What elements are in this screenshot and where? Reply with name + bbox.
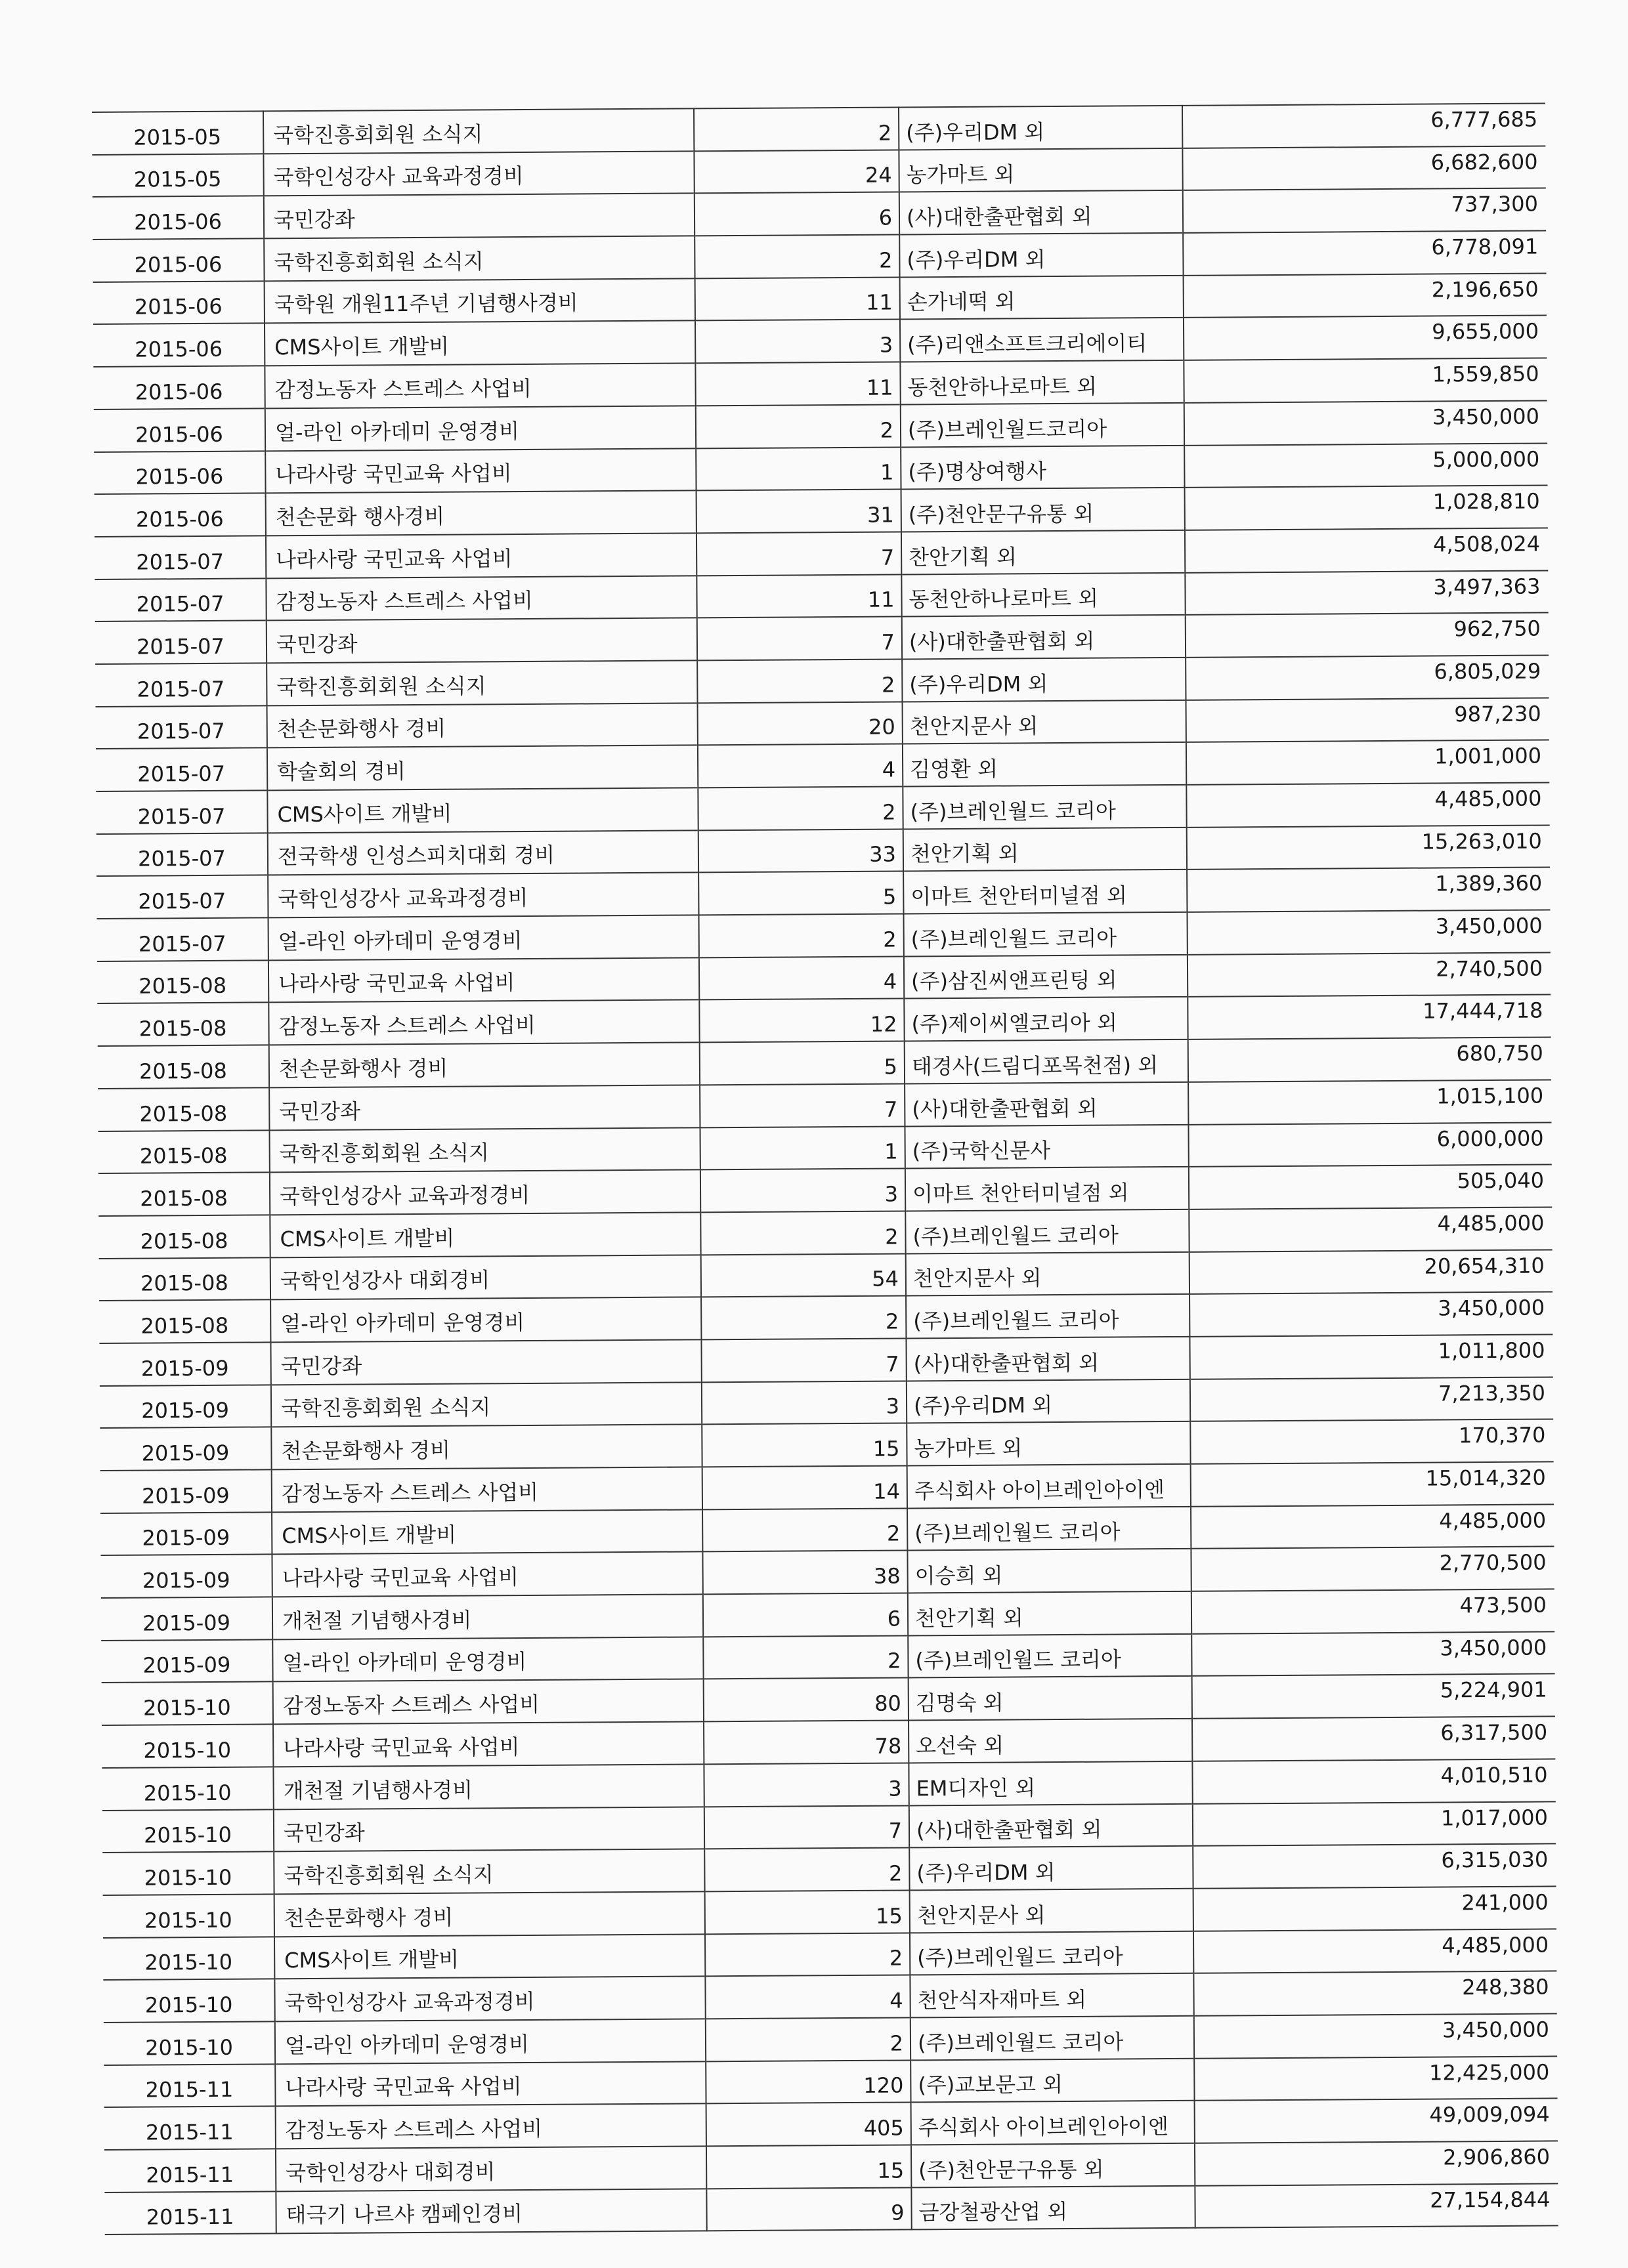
vendor-cell: 천안지문사 외 bbox=[906, 1251, 1189, 1295]
vendor-cell: (주)천안문구유통 외 bbox=[901, 488, 1185, 532]
amount-cell: 4,485,000 bbox=[1191, 1504, 1554, 1549]
date-cell: 2015-06 bbox=[93, 324, 265, 367]
item-cell: 천손문화행사 경비 bbox=[271, 1425, 702, 1470]
count-cell: 54 bbox=[701, 1253, 906, 1297]
vendor-cell: 이승희 외 bbox=[907, 1549, 1191, 1593]
amount-cell: 6,000,000 bbox=[1188, 1122, 1551, 1167]
count-cell: 9 bbox=[706, 2187, 911, 2231]
date-cell: 2015-09 bbox=[100, 1385, 271, 1428]
amount-cell: 962,750 bbox=[1186, 613, 1549, 658]
date-cell: 2015-07 bbox=[95, 578, 266, 621]
item-cell: 나라사랑 국민교육 사업비 bbox=[275, 2061, 706, 2107]
date-cell: 2015-10 bbox=[102, 1682, 273, 1725]
date-cell: 2015-08 bbox=[97, 960, 268, 1003]
item-cell: 얼-라인 아카데미 운영경비 bbox=[275, 2019, 706, 2064]
count-cell: 33 bbox=[698, 829, 903, 873]
count-cell: 5 bbox=[698, 872, 903, 915]
count-cell: 11 bbox=[695, 277, 900, 321]
item-cell: 국학원 개원11주년 기념행사경비 bbox=[265, 278, 695, 324]
item-cell: 국학진흥회회원 소식지 bbox=[267, 660, 697, 705]
vendor-cell: 주식회사 아이브레인아이엔 bbox=[911, 2101, 1195, 2145]
count-cell: 2 bbox=[694, 107, 899, 151]
amount-cell: 248,380 bbox=[1193, 1971, 1556, 2016]
count-cell: 6 bbox=[703, 1593, 908, 1637]
item-cell: 국민강좌 bbox=[269, 1085, 700, 1130]
vendor-cell: 이마트 천안터미널점 외 bbox=[905, 1167, 1189, 1211]
date-cell: 2015-08 bbox=[98, 1130, 269, 1173]
amount-cell: 15,263,010 bbox=[1187, 825, 1550, 870]
item-cell: CMS사이트 개발비 bbox=[274, 1934, 705, 1979]
date-cell: 2015-08 bbox=[99, 1257, 270, 1301]
count-cell: 2 bbox=[706, 2017, 910, 2061]
amount-cell: 4,485,000 bbox=[1186, 782, 1549, 827]
date-cell: 2015-08 bbox=[98, 1045, 269, 1089]
count-cell: 405 bbox=[706, 2103, 911, 2147]
item-cell: 감정노동자 스트레스 사업비 bbox=[268, 1000, 699, 1045]
count-cell: 14 bbox=[702, 1465, 907, 1509]
count-cell: 2 bbox=[705, 1933, 910, 1977]
vendor-cell: 천안지문사 외 bbox=[910, 1889, 1193, 1933]
date-cell: 2015-06 bbox=[95, 494, 266, 537]
date-cell: 2015-07 bbox=[97, 917, 268, 961]
count-cell: 1 bbox=[700, 1126, 905, 1170]
amount-cell: 1,017,000 bbox=[1193, 1801, 1556, 1846]
amount-cell: 1,559,850 bbox=[1184, 358, 1547, 403]
amount-cell: 2,770,500 bbox=[1191, 1547, 1554, 1591]
date-cell: 2015-11 bbox=[104, 2149, 276, 2192]
amount-cell: 9,655,000 bbox=[1184, 316, 1547, 360]
amount-cell: 1,015,100 bbox=[1188, 1080, 1551, 1124]
count-cell: 5 bbox=[700, 1041, 905, 1085]
amount-cell: 3,450,000 bbox=[1194, 2013, 1557, 2058]
amount-cell: 2,740,500 bbox=[1188, 952, 1551, 997]
count-cell: 11 bbox=[695, 362, 900, 406]
vendor-cell: (주)브레인월드 코리아 bbox=[907, 1507, 1191, 1551]
expense-table-body bbox=[92, 103, 1558, 2235]
item-cell: 얼-라인 아카데미 운영경비 bbox=[272, 1637, 703, 1682]
vendor-cell: EM디자인 외 bbox=[909, 1761, 1192, 1805]
count-cell: 1 bbox=[696, 447, 901, 491]
vendor-cell: (주)브레인월드코리아 bbox=[901, 403, 1184, 447]
amount-cell: 20,654,310 bbox=[1189, 1250, 1553, 1294]
item-cell: 국학인성강사 교육과정경비 bbox=[270, 1170, 700, 1215]
count-cell: 7 bbox=[700, 1083, 905, 1127]
count-cell: 15 bbox=[706, 2145, 911, 2189]
vendor-cell: (사)대한출판협회 외 bbox=[909, 1803, 1193, 1847]
date-cell: 2015-07 bbox=[96, 748, 267, 791]
date-cell: 2015-08 bbox=[98, 1215, 270, 1258]
date-cell: 2015-09 bbox=[99, 1342, 270, 1385]
item-cell: 얼-라인 아카데미 운영경비 bbox=[265, 406, 696, 451]
count-cell: 2 bbox=[700, 1211, 905, 1255]
count-cell: 2 bbox=[704, 1848, 909, 1892]
amount-cell: 1,001,000 bbox=[1186, 740, 1549, 785]
date-cell: 2015-10 bbox=[103, 1937, 274, 1980]
vendor-cell: 천안지문사 외 bbox=[903, 700, 1186, 744]
vendor-cell: (주)우리DM 외 bbox=[899, 106, 1182, 150]
amount-cell: 4,485,000 bbox=[1189, 1207, 1552, 1251]
vendor-cell: (사)대한출판협회 외 bbox=[899, 190, 1183, 234]
vendor-cell: (주)브레인월드 코리아 bbox=[905, 1209, 1189, 1253]
vendor-cell: 천안기획 외 bbox=[903, 828, 1187, 872]
count-cell: 120 bbox=[706, 2060, 910, 2104]
count-cell: 38 bbox=[702, 1551, 907, 1595]
count-cell: 7 bbox=[696, 532, 901, 576]
date-cell: 2015-06 bbox=[93, 281, 265, 324]
vendor-cell: 손가네떡 외 bbox=[900, 276, 1184, 320]
date-cell: 2015-07 bbox=[95, 621, 267, 664]
item-cell: 나라사랑 국민교육 사업비 bbox=[266, 533, 696, 578]
item-cell: CMS사이트 개발비 bbox=[272, 1509, 702, 1555]
count-cell: 2 bbox=[698, 914, 903, 958]
date-cell: 2015-09 bbox=[100, 1555, 272, 1598]
vendor-cell: (주)삼진씨앤프린팅 외 bbox=[904, 955, 1188, 999]
amount-cell: 3,450,000 bbox=[1184, 400, 1547, 445]
count-cell: 2 bbox=[698, 786, 903, 830]
amount-cell: 3,497,363 bbox=[1185, 570, 1548, 615]
vendor-cell: (주)천안문구유통 외 bbox=[911, 2143, 1195, 2187]
date-cell: 2015-08 bbox=[97, 1003, 268, 1046]
date-cell: 2015-05 bbox=[92, 111, 263, 154]
item-cell: 개천절 기념행사경비 bbox=[273, 1764, 704, 1809]
item-cell: 태극기 나르샤 캠페인경비 bbox=[276, 2189, 706, 2234]
date-cell: 2015-06 bbox=[94, 451, 265, 494]
count-cell: 15 bbox=[702, 1423, 907, 1467]
vendor-cell: (사)대한출판협회 외 bbox=[905, 1082, 1188, 1126]
vendor-cell: 오선숙 외 bbox=[909, 1719, 1192, 1763]
date-cell: 2015-10 bbox=[103, 1979, 274, 2023]
count-cell: 20 bbox=[698, 702, 903, 746]
date-cell: 2015-07 bbox=[96, 790, 267, 833]
date-cell: 2015-11 bbox=[104, 2191, 276, 2235]
vendor-cell: (주)브레인월드 코리아 bbox=[908, 1634, 1191, 1678]
amount-cell: 6,317,500 bbox=[1192, 1717, 1555, 1761]
amount-cell: 6,682,600 bbox=[1182, 146, 1545, 190]
vendor-cell: (주)우리DM 외 bbox=[902, 658, 1186, 702]
amount-cell: 5,000,000 bbox=[1184, 443, 1547, 488]
date-cell: 2015-06 bbox=[94, 408, 265, 452]
date-cell: 2015-10 bbox=[104, 2021, 275, 2065]
amount-cell: 6,777,685 bbox=[1182, 103, 1545, 148]
date-cell: 2015-09 bbox=[101, 1597, 272, 1640]
amount-cell: 5,224,901 bbox=[1192, 1674, 1555, 1719]
date-cell: 2015-11 bbox=[104, 2107, 276, 2150]
count-cell: 7 bbox=[704, 1805, 909, 1849]
vendor-cell: (사)대한출판협회 외 bbox=[906, 1337, 1189, 1381]
date-cell: 2015-08 bbox=[99, 1300, 270, 1343]
amount-cell: 2,906,860 bbox=[1195, 2141, 1558, 2185]
date-cell: 2015-09 bbox=[100, 1512, 272, 1555]
vendor-cell: 이마트 천안터미널점 외 bbox=[903, 870, 1187, 914]
count-cell: 4 bbox=[698, 744, 903, 788]
item-cell: 국민강좌 bbox=[264, 194, 695, 239]
date-cell: 2015-05 bbox=[92, 154, 263, 197]
item-cell: 천손문화행사 경비 bbox=[267, 703, 698, 748]
amount-cell: 15,014,320 bbox=[1191, 1461, 1554, 1506]
vendor-cell: (주)브레인월드 코리아 bbox=[906, 1294, 1189, 1338]
vendor-cell: 천안식자재마트 외 bbox=[910, 1973, 1193, 2017]
amount-cell: 737,300 bbox=[1183, 188, 1546, 233]
vendor-cell: (주)브레인월드 코리아 bbox=[903, 912, 1187, 956]
amount-cell: 7,213,350 bbox=[1190, 1377, 1553, 1421]
amount-cell: 49,009,094 bbox=[1195, 2099, 1558, 2143]
count-cell: 15 bbox=[705, 1890, 910, 1934]
count-cell: 3 bbox=[704, 1763, 909, 1807]
date-cell: 2015-07 bbox=[96, 875, 268, 919]
item-cell: 나라사랑 국민교육 사업비 bbox=[265, 448, 696, 494]
vendor-cell: (주)브레인월드 코리아 bbox=[903, 785, 1186, 829]
count-cell: 7 bbox=[697, 617, 902, 661]
count-cell: 3 bbox=[700, 1169, 905, 1213]
date-cell: 2015-11 bbox=[104, 2064, 275, 2107]
item-cell: 감정노동자 스트레스 사업비 bbox=[266, 576, 696, 621]
count-cell: 31 bbox=[696, 490, 901, 534]
count-cell: 6 bbox=[695, 192, 899, 236]
item-cell: 국학인성강사 대회경비 bbox=[270, 1255, 701, 1300]
count-cell: 2 bbox=[702, 1508, 907, 1552]
amount-cell: 3,450,000 bbox=[1189, 1292, 1553, 1337]
item-cell: 국학진흥회회원 소식지 bbox=[263, 108, 694, 154]
count-cell: 2 bbox=[701, 1296, 906, 1340]
vendor-cell: 찬안기획 외 bbox=[901, 530, 1185, 574]
item-cell: 국학인성강사 대회경비 bbox=[276, 2146, 706, 2191]
amount-cell: 2,196,650 bbox=[1184, 273, 1547, 318]
vendor-cell: 금강철광산업 외 bbox=[911, 2185, 1195, 2229]
amount-cell: 1,011,800 bbox=[1189, 1334, 1553, 1379]
count-cell: 24 bbox=[694, 150, 899, 194]
amount-cell: 6,315,030 bbox=[1193, 1844, 1556, 1889]
item-cell: 국학진흥회회원 소식지 bbox=[264, 236, 695, 281]
count-cell: 2 bbox=[695, 235, 899, 279]
date-cell: 2015-07 bbox=[96, 833, 268, 876]
item-cell: 천손문화행사 경비 bbox=[269, 1042, 700, 1087]
item-cell: 개천절 기념행사경비 bbox=[272, 1594, 703, 1639]
date-cell: 2015-08 bbox=[98, 1173, 270, 1216]
amount-cell: 3,450,000 bbox=[1191, 1631, 1554, 1676]
count-cell: 4 bbox=[699, 956, 904, 1000]
item-cell: 국학진흥회회원 소식지 bbox=[274, 1849, 704, 1895]
amount-cell: 680,750 bbox=[1188, 1038, 1551, 1082]
count-cell: 80 bbox=[704, 1678, 909, 1722]
date-cell: 2015-10 bbox=[102, 1809, 274, 1853]
count-cell: 3 bbox=[702, 1381, 907, 1425]
count-cell: 4 bbox=[705, 1975, 910, 2019]
date-cell: 2015-09 bbox=[101, 1639, 272, 1683]
item-cell: CMS사이트 개발비 bbox=[267, 788, 698, 833]
amount-cell: 12,425,000 bbox=[1194, 2056, 1557, 2101]
vendor-cell: (주)국학신문사 bbox=[905, 1124, 1188, 1168]
amount-cell: 6,778,091 bbox=[1183, 231, 1546, 276]
amount-cell: 170,370 bbox=[1190, 1419, 1553, 1464]
vendor-cell: 천안기획 외 bbox=[908, 1591, 1191, 1635]
item-cell: 나라사랑 국민교육 사업비 bbox=[272, 1552, 702, 1597]
vendor-cell: (사)대한출판협회 외 bbox=[902, 615, 1186, 659]
date-cell: 2015-06 bbox=[93, 196, 264, 240]
date-cell: 2015-09 bbox=[100, 1469, 272, 1513]
table-row bbox=[104, 2183, 1558, 2235]
vendor-cell: (주)우리DM 외 bbox=[909, 1846, 1193, 1890]
vendor-cell: 동천안하나로마트 외 bbox=[901, 572, 1185, 616]
amount-cell: 505,040 bbox=[1189, 1165, 1552, 1209]
amount-cell: 987,230 bbox=[1186, 698, 1549, 742]
item-cell: 천손문화행사 경비 bbox=[274, 1891, 705, 1937]
amount-cell: 4,485,000 bbox=[1193, 1929, 1556, 1973]
count-cell: 7 bbox=[701, 1338, 906, 1382]
vendor-cell: (주)브레인월드 코리아 bbox=[910, 2016, 1194, 2060]
item-cell: 국학진흥회회원 소식지 bbox=[269, 1127, 700, 1173]
item-cell: 얼-라인 아카데미 운영경비 bbox=[268, 915, 699, 960]
item-cell: 얼-라인 아카데미 운영경비 bbox=[270, 1297, 701, 1343]
item-cell: 국학인성강사 교육과정경비 bbox=[263, 151, 694, 196]
vendor-cell: (주)브레인월드 코리아 bbox=[910, 1931, 1193, 1975]
item-cell: 감정노동자 스트레스 사업비 bbox=[265, 364, 695, 409]
date-cell: 2015-10 bbox=[102, 1724, 273, 1767]
item-cell: 국학인성강사 교육과정경비 bbox=[274, 1977, 705, 2022]
count-cell: 2 bbox=[697, 659, 902, 703]
amount-cell: 241,000 bbox=[1193, 1886, 1556, 1931]
item-cell: 나라사랑 국민교육 사업비 bbox=[268, 957, 699, 1003]
expense-table bbox=[92, 102, 1558, 2235]
date-cell: 2015-10 bbox=[103, 1894, 274, 1937]
date-cell: 2015-08 bbox=[98, 1087, 269, 1131]
item-cell: CMS사이트 개발비 bbox=[270, 1212, 700, 1257]
amount-cell: 4,010,510 bbox=[1192, 1759, 1555, 1803]
amount-cell: 6,805,029 bbox=[1186, 655, 1549, 700]
vendor-cell: (주)제이씨엘코리아 외 bbox=[904, 997, 1188, 1041]
item-cell: 전국학생 인성스피치대회 경비 bbox=[268, 830, 698, 875]
vendor-cell: 농가마트 외 bbox=[907, 1421, 1190, 1465]
date-cell: 2015-06 bbox=[93, 238, 264, 282]
date-cell: 2015-09 bbox=[100, 1427, 271, 1471]
vendor-cell: 태경사(드림디포목천점) 외 bbox=[905, 1040, 1188, 1083]
item-cell: 국민강좌 bbox=[270, 1339, 701, 1385]
vendor-cell: (주)리앤소프트크리에이티 bbox=[900, 318, 1184, 362]
count-cell: 2 bbox=[703, 1635, 908, 1679]
amount-cell: 1,389,360 bbox=[1187, 868, 1550, 912]
item-cell: 천손문화 행사경비 bbox=[266, 491, 696, 536]
count-cell: 11 bbox=[696, 574, 901, 618]
date-cell: 2015-10 bbox=[102, 1852, 274, 1895]
date-cell: 2015-07 bbox=[95, 536, 266, 579]
item-cell: 나라사랑 국민교육 사업비 bbox=[273, 1721, 704, 1767]
vendor-cell: 주식회사 아이브레인아이엔 bbox=[907, 1464, 1191, 1508]
date-cell: 2015-07 bbox=[95, 663, 267, 706]
date-cell: 2015-10 bbox=[102, 1767, 273, 1810]
vendor-cell: 김명숙 외 bbox=[909, 1676, 1192, 1720]
item-cell: 국학인성강사 교육과정경비 bbox=[268, 873, 698, 918]
count-cell: 78 bbox=[704, 1721, 909, 1765]
vendor-cell: 농가마트 외 bbox=[899, 148, 1182, 192]
count-cell: 3 bbox=[695, 320, 900, 364]
item-cell: 감정노동자 스트레스 사업비 bbox=[276, 2104, 706, 2149]
vendor-cell: (주)우리DM 외 bbox=[907, 1379, 1190, 1423]
amount-cell: 4,508,024 bbox=[1185, 528, 1548, 572]
vendor-cell: (주)우리DM 외 bbox=[899, 233, 1183, 277]
amount-cell: 473,500 bbox=[1191, 1589, 1554, 1633]
vendor-cell: (주)명상여행사 bbox=[901, 445, 1184, 489]
item-cell: CMS사이트 개발비 bbox=[265, 321, 695, 366]
item-cell: 국민강좌 bbox=[267, 618, 697, 663]
item-cell: 국학진흥회회원 소식지 bbox=[271, 1382, 702, 1427]
date-cell: 2015-06 bbox=[93, 366, 265, 410]
item-cell: 감정노동자 스트레스 사업비 bbox=[272, 1467, 702, 1512]
item-cell: 국민강좌 bbox=[274, 1807, 704, 1852]
vendor-cell: 동천안하나로마트 외 bbox=[900, 360, 1184, 404]
item-cell: 감정노동자 스트레스 사업비 bbox=[273, 1679, 704, 1725]
count-cell: 2 bbox=[696, 404, 901, 448]
vendor-cell: 김영환 외 bbox=[903, 742, 1186, 786]
item-cell: 학술회의 경비 bbox=[267, 746, 698, 791]
amount-cell: 17,444,718 bbox=[1188, 995, 1551, 1040]
date-cell: 2015-07 bbox=[96, 705, 267, 749]
amount-cell: 27,154,844 bbox=[1195, 2183, 1558, 2228]
count-cell: 12 bbox=[699, 999, 904, 1043]
amount-cell: 1,028,810 bbox=[1185, 486, 1548, 530]
amount-cell: 3,450,000 bbox=[1187, 910, 1550, 955]
vendor-cell: (주)교보문고 외 bbox=[910, 2058, 1194, 2102]
